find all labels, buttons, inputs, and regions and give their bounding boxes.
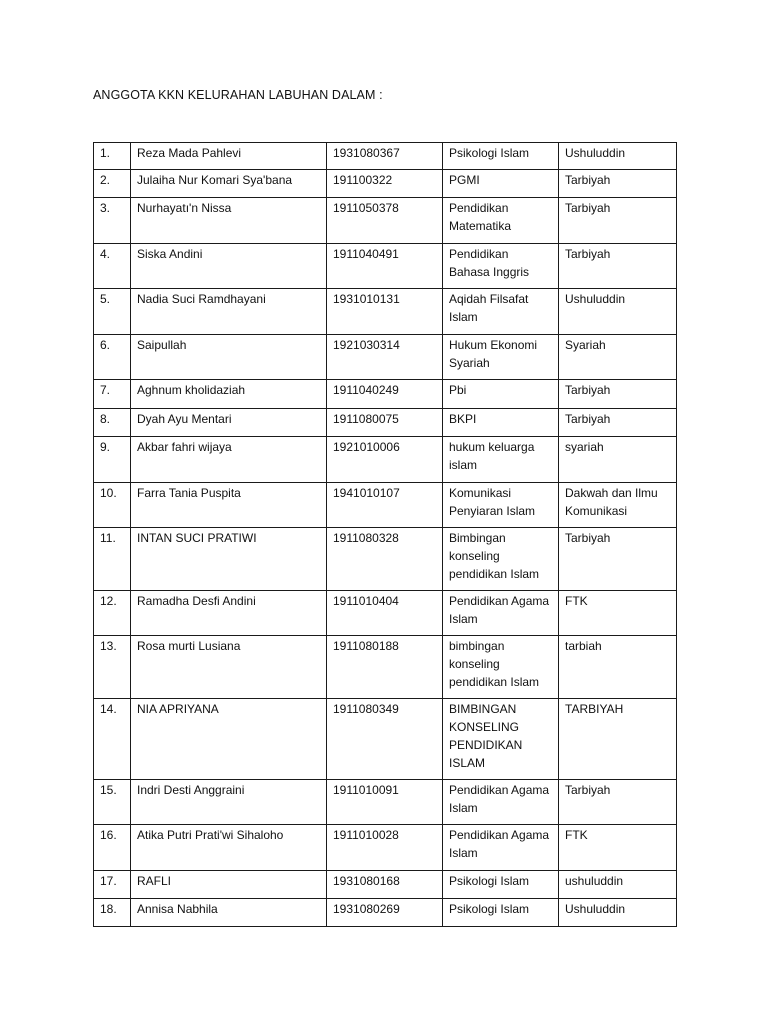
member-study-program-cell xyxy=(443,483,559,528)
member-name: RAFLI xyxy=(137,874,172,888)
member-nim: 191100322 xyxy=(333,173,393,187)
table-row xyxy=(94,483,677,528)
member-name: Aghnum kholidaziah xyxy=(137,383,246,397)
member-study-program: hukum keluarga islam xyxy=(449,440,535,472)
member-faculty: Tarbiyah xyxy=(565,201,611,215)
table-row xyxy=(94,699,677,780)
member-nim-cell xyxy=(327,289,443,335)
member-faculty: Ushuluddin xyxy=(565,292,626,306)
member-nim-cell xyxy=(327,871,443,899)
member-name-cell xyxy=(131,780,327,825)
member-study-program: Komunikasi Penyiaran Islam xyxy=(449,486,536,518)
member-name: Nurhayatı'n Nissa xyxy=(137,201,232,215)
member-study-program: PGMI xyxy=(449,173,480,187)
member-nim-cell xyxy=(327,483,443,528)
member-name: Saipullah xyxy=(137,338,187,352)
member-nim: 1911010091 xyxy=(333,783,399,797)
member-nim-cell xyxy=(327,335,443,380)
row-number: 1. xyxy=(100,146,111,160)
member-nim-cell xyxy=(327,380,443,409)
member-faculty: tarbiah xyxy=(565,639,602,653)
row-number: 2. xyxy=(100,173,111,187)
row-number-cell xyxy=(94,636,131,699)
member-study-program-cell xyxy=(443,198,559,244)
member-study-program: BKPI xyxy=(449,412,477,426)
member-faculty: Tarbiyah xyxy=(565,783,611,797)
member-name-cell xyxy=(131,244,327,289)
row-number-cell xyxy=(94,335,131,380)
member-name-cell xyxy=(131,437,327,483)
member-name: Indri Desti Anggraini xyxy=(137,783,245,797)
row-number-cell xyxy=(94,409,131,437)
row-number: 4. xyxy=(100,247,111,261)
member-nim: 1921030314 xyxy=(333,338,400,352)
member-nim: 1911080075 xyxy=(333,412,399,426)
member-table xyxy=(93,142,677,927)
row-number: 15. xyxy=(100,783,117,797)
member-faculty: Tarbiyah xyxy=(565,173,611,187)
member-name-cell xyxy=(131,198,327,244)
member-nim-cell xyxy=(327,636,443,699)
member-faculty-cell xyxy=(559,170,677,198)
row-number-cell xyxy=(94,825,131,871)
member-name: Reza Mada Pahlevi xyxy=(137,146,242,160)
table-row xyxy=(94,289,677,335)
row-number: 12. xyxy=(100,594,117,608)
member-name-cell xyxy=(131,170,327,198)
member-faculty: syariah xyxy=(565,440,604,454)
member-nim-cell xyxy=(327,780,443,825)
member-study-program: Psikologi Islam xyxy=(449,874,530,888)
member-nim: 1931080269 xyxy=(333,902,400,916)
member-faculty-cell xyxy=(559,899,677,927)
member-nim-cell xyxy=(327,591,443,636)
member-name-cell xyxy=(131,699,327,780)
member-faculty-cell xyxy=(559,143,677,170)
row-number: 13. xyxy=(100,639,117,653)
member-name: Siska Andini xyxy=(137,247,203,261)
member-nim: 1911080188 xyxy=(333,639,399,653)
member-faculty: Tarbiyah xyxy=(565,383,611,397)
member-nim: 1911010028 xyxy=(333,828,399,842)
row-number: 17. xyxy=(100,874,117,888)
member-nim-cell xyxy=(327,825,443,871)
member-study-program-cell xyxy=(443,289,559,335)
row-number-cell xyxy=(94,591,131,636)
member-faculty-cell xyxy=(559,528,677,591)
row-number: 6. xyxy=(100,338,111,352)
row-number: 9. xyxy=(100,440,111,454)
member-study-program-cell xyxy=(443,437,559,483)
member-faculty-cell xyxy=(559,409,677,437)
member-name-cell xyxy=(131,899,327,927)
member-name: INTAN SUCI PRATIWI xyxy=(137,531,257,545)
row-number-cell xyxy=(94,699,131,780)
row-number-cell xyxy=(94,528,131,591)
member-faculty: Tarbiyah xyxy=(565,247,611,261)
member-faculty-cell xyxy=(559,591,677,636)
member-faculty: Syariah xyxy=(565,338,606,352)
member-nim-cell xyxy=(327,437,443,483)
member-nim: 1931080168 xyxy=(333,874,400,888)
member-name: Rosa murti Lusiana xyxy=(137,639,241,653)
member-study-program: Pendidikan Bahasa Inggris xyxy=(449,247,530,279)
table-row xyxy=(94,899,677,927)
member-name-cell xyxy=(131,143,327,170)
table-row xyxy=(94,409,677,437)
row-number-cell xyxy=(94,198,131,244)
row-number-cell xyxy=(94,380,131,409)
member-faculty: Ushuluddin xyxy=(565,146,626,160)
row-number: 18. xyxy=(100,902,117,916)
member-nim-cell xyxy=(327,699,443,780)
member-name: Ramadha Desfi Andini xyxy=(137,594,256,608)
member-study-program-cell xyxy=(443,899,559,927)
member-nim: 1911080328 xyxy=(333,531,399,545)
member-name-cell xyxy=(131,335,327,380)
member-faculty-cell xyxy=(559,825,677,871)
member-study-program: Hukum Ekonomi Syariah xyxy=(449,338,538,370)
row-number: 11. xyxy=(100,531,116,545)
member-nim-cell xyxy=(327,244,443,289)
member-faculty-cell xyxy=(559,437,677,483)
member-study-program-cell xyxy=(443,699,559,780)
table-row xyxy=(94,437,677,483)
row-number: 14. xyxy=(100,702,117,716)
member-study-program: Pendidikan Agama Islam xyxy=(449,783,550,815)
member-nim-cell xyxy=(327,528,443,591)
member-faculty: Dakwah dan Ilmu Komunikasi xyxy=(565,486,658,518)
row-number-cell xyxy=(94,143,131,170)
member-study-program-cell xyxy=(443,380,559,409)
member-nim: 1911040491 xyxy=(333,247,399,261)
table-row xyxy=(94,528,677,591)
member-faculty-cell xyxy=(559,699,677,780)
member-faculty-cell xyxy=(559,483,677,528)
member-name-cell xyxy=(131,380,327,409)
member-study-program-cell xyxy=(443,143,559,170)
member-study-program: Pendidikan Matematika xyxy=(449,201,512,233)
member-faculty: Tarbiyah xyxy=(565,531,611,545)
member-study-program-cell xyxy=(443,825,559,871)
member-study-program-cell xyxy=(443,780,559,825)
member-name-cell xyxy=(131,483,327,528)
member-name: Dyah Ayu Mentari xyxy=(137,412,232,426)
member-study-program: Pbi xyxy=(449,383,467,397)
member-study-program-cell xyxy=(443,244,559,289)
row-number-cell xyxy=(94,244,131,289)
member-faculty: Ushuluddin xyxy=(565,902,626,916)
row-number-cell xyxy=(94,437,131,483)
member-faculty: Tarbiyah xyxy=(565,412,611,426)
row-number: 16. xyxy=(100,828,117,842)
member-study-program-cell xyxy=(443,528,559,591)
table-row xyxy=(94,780,677,825)
row-number-cell xyxy=(94,170,131,198)
member-nim: 1931010131 xyxy=(333,292,400,306)
member-faculty: TARBIYAH xyxy=(565,702,624,716)
member-name: Akbar fahri wijaya xyxy=(137,440,232,454)
member-nim-cell xyxy=(327,198,443,244)
row-number-cell xyxy=(94,780,131,825)
member-name: Farra Tania Puspita xyxy=(137,486,241,500)
row-number: 10. xyxy=(100,486,117,500)
member-study-program-cell xyxy=(443,591,559,636)
member-nim: 1911010404 xyxy=(333,594,399,608)
member-study-program: Pendidikan Agama Islam xyxy=(449,594,550,626)
member-nim: 1911050378 xyxy=(333,201,399,215)
member-name: Atika Putri Prati'wi Sihaloho xyxy=(137,828,284,842)
member-faculty: ushuluddin xyxy=(565,874,624,888)
member-nim: 1941010107 xyxy=(333,486,400,500)
member-study-program: Bimbingan konseling pendidikan Islam xyxy=(449,531,540,581)
row-number-cell xyxy=(94,289,131,335)
row-number-cell xyxy=(94,483,131,528)
member-faculty-cell xyxy=(559,380,677,409)
table-row xyxy=(94,143,677,170)
table-row xyxy=(94,825,677,871)
table-row xyxy=(94,380,677,409)
member-faculty-cell xyxy=(559,871,677,899)
member-study-program: Pendidikan Agama Islam xyxy=(449,828,550,860)
member-nim-cell xyxy=(327,143,443,170)
member-study-program-cell xyxy=(443,335,559,380)
member-faculty-cell xyxy=(559,198,677,244)
member-nim: 1911040249 xyxy=(333,383,399,397)
table-row xyxy=(94,170,677,198)
member-study-program-cell xyxy=(443,409,559,437)
member-name-cell xyxy=(131,591,327,636)
member-faculty: FTK xyxy=(565,594,588,608)
row-number: 8. xyxy=(100,412,111,426)
member-name: Annisa Nabhila xyxy=(137,902,218,916)
member-name: Julaiha Nur Komari Sya'bana xyxy=(137,173,293,187)
member-faculty-cell xyxy=(559,244,677,289)
member-study-program-cell xyxy=(443,636,559,699)
member-study-program: BIMBINGAN KONSELING PENDIDIKAN ISLAM xyxy=(449,702,523,770)
member-nim: 1921010006 xyxy=(333,440,400,454)
member-study-program: Psikologi Islam xyxy=(449,902,530,916)
member-study-program-cell xyxy=(443,170,559,198)
table-row xyxy=(94,636,677,699)
member-nim-cell xyxy=(327,899,443,927)
document-title: ANGGOTA KKN KELURAHAN LABUHAN DALAM : xyxy=(93,88,383,102)
table-row xyxy=(94,335,677,380)
member-name-cell xyxy=(131,825,327,871)
member-name: Nadia Suci Ramdhayani xyxy=(137,292,266,306)
table-row xyxy=(94,244,677,289)
table-row xyxy=(94,591,677,636)
member-faculty-cell xyxy=(559,780,677,825)
member-name: NIA APRIYANA xyxy=(137,702,219,716)
member-nim-cell xyxy=(327,409,443,437)
member-study-program: Aqidah Filsafat Islam xyxy=(449,292,529,324)
member-name-cell xyxy=(131,871,327,899)
member-faculty: FTK xyxy=(565,828,588,842)
member-name-cell xyxy=(131,289,327,335)
member-name-cell xyxy=(131,409,327,437)
row-number: 5. xyxy=(100,292,111,306)
member-faculty-cell xyxy=(559,289,677,335)
table-row xyxy=(94,198,677,244)
member-study-program-cell xyxy=(443,871,559,899)
member-nim: 1931080367 xyxy=(333,146,400,160)
member-faculty-cell xyxy=(559,335,677,380)
row-number: 3. xyxy=(100,201,111,215)
member-name-cell xyxy=(131,528,327,591)
member-name-cell xyxy=(131,636,327,699)
row-number-cell xyxy=(94,871,131,899)
member-nim: 1911080349 xyxy=(333,702,399,716)
member-study-program: bimbingan konseling pendidikan Islam xyxy=(449,639,540,689)
row-number-cell xyxy=(94,899,131,927)
member-faculty-cell xyxy=(559,636,677,699)
table-row xyxy=(94,871,677,899)
row-number: 7. xyxy=(100,383,111,397)
member-nim-cell xyxy=(327,170,443,198)
member-study-program: Psikologi Islam xyxy=(449,146,530,160)
